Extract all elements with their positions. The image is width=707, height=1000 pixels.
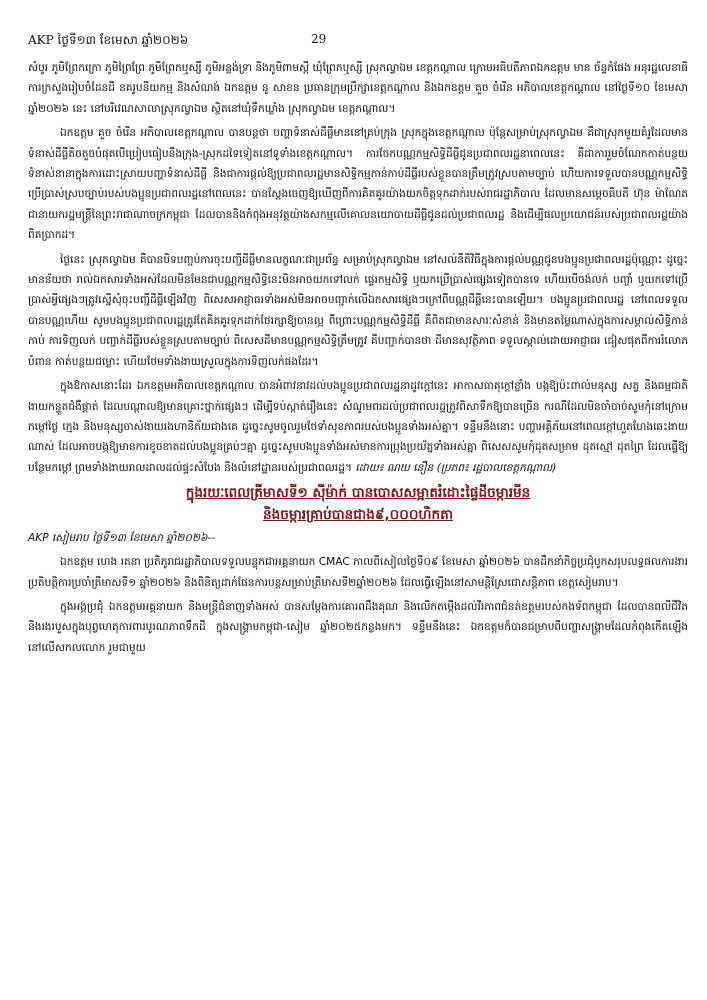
article2-dateline: AKP សៀមរាប ថ្ងៃទី១៣ ខែមេសា ឆ្នាំ២០២៦-- <box>28 532 216 545</box>
article1-paragraph-4-text: ក្នុងឱកាសនោះដែរ ឯកឧត្តមអភិបាលខេត្តកណ្ដាល បានអំពាវនាវដល់បងប្អូនប្រជាពលរដ្ឋនាដូវក្ដៅនេះ អាកាសធាតុក្ដៅខ្លាំង បង្កឱ្យប៉ះពាល់មនុស្ស សត្វ និងធម្មជាតិងាយកន្ទួតជំងឺផ្ដាត់ ដែលបណ្ដាលឱ្យមានគ្រោះថ្នាក់ផ្សេងៗ ដើម្បីទប់ស្កាត់រឿងនេះ សំណូមពរដល់ប្រជាពលរដ្ឋត្រូវពិសាទឹកឱ្យបានច្រើន ករណីដែលមិនចាំបាច់សូមកុំនៅក្រោមកម្ដៅថ្ងៃ ក្មេង និងមនុស្សចាស់ងាយរងហានិភ័យជាងគេ ដូច្នេះសូមចូលរួមថែទាំសុខភាពរបស់បងប្អូនទាំងអស់គ្នា។ ទន្ទឹមនឹងនោះ បញ្ហាអគ្គិភ័យនៅពេលក្ដៅហួតហែងឆេះងាយណាស់ ដែលអាចបង្កឱ្យមានការខូចខាតដល់បងប្អូនគ្រប់ៗគ្នា ដូច្នេះសូមបងប្អូនទាំងអស់មានការប្រុងប្រយ័ត្នទាំងអស់គ្នា ពិសេសសូមកុំដុតសម្រាម ដុតស្មៅ ដុតព្រៃ ដែលធ្វើឱ្យបន្ថែមកម្ដៅ ព្រមទាំងងាយរាលដាលដល់ផ្ទះសំបែង និងលំនៅដ្ឋានរបស់ប្រជាពលរដ្ឋ។ <box>28 380 688 474</box>
article2-headline <box>28 482 688 526</box>
article1-paragraph-2: ឯកឧត្តម គួច ចំរើន អភិបាលខេត្តកណ្ដាល បានបន្តថា បញ្ហាទំនាស់ដីធ្លីមាននៅគ្រប់ក្រុង ស្រុកក្នុងខេត្តកណ្ដាល ប៉ុន្តែសម្រាប់ស្រុកល្វាឯម គឺជាស្រុកមួយគំរូដែលមានទំនាស់ដីធ្លីតិចតួចបំផុតបើប្រៀបធៀបនឹងក្រុង-ស្រុកដទៃទៀតនៅទូទាំងខេត្តកណ្ដាល។ ការចែកបណ្ណកម្មសិទ្ធិដីធ្លីជូនប្រជាពលរដ្ឋនាពេលនេះ គឺជាការរួមចំណែកកាត់បន្ថយទំនាស់នានាក្នុងការដោះស្រាយបញ្ហាទំនាស់ដីធ្លី និងជាការផ្តល់ឱ្យប្រជាពលរដ្ឋមានសិទ្ធិកម្មកាន់កាប់ដីធ្លីរបស់ខ្លួនបានត្រឹមត្រូវស្របតាមច្បាប់ ហើយការទទួលបានបណ្ណកម្មសិទ្ធិប្រើប្រាស់ស្របច្បាប់របស់បងប្អូនប្រជាពលរដ្ឋនៅពេលនេះ បានស្ដែងចេញឱ្យឃើញពីការគិតគូរយ៉ាងយកចិត្តទុកដាក់របស់រាជរដ្ឋាភិបាល ដែលមានសម្ដេចធិបតី ហ៊ុន ម៉ាណែត ជានាយករដ្ឋមន្ត្រីនៃព្រះរាជាណាចក្រកម្ពុជា ដែលបាននិងកំពុងអនុវត្តយ៉ាងសកម្មលើគោលនយោបាយដីធ្លីជូនដល់ប្រជាពលរដ្ឋ និងដើម្បីផលប្រយោជន៍របស់ប្រជាពលរដ្ឋយ៉ាងពិតប្រាកដ។ <box>28 127 688 242</box>
article2-paragraph-2: ក្នុងអង្គប្រជុំ ឯកឧត្តមអគ្គនាយក និងមន្ត្រីជំនាញទាំងអស់ បានសម្ដែងការគោរពដឹងគុណ និងលើកតម្កើងដល់វីរភាពជំនត់ឧត្តមរបស់កងទ័ពកម្ពុជា ដែលបានពលីជីវិត និងរងរបួសក្នុងបុព្វហេតុការពារបូរណភាពទឹកដី ក្នុងសង្គ្រាមកម្ពុជា-សៀម ឆ្នាំ២០២៥កន្លងមក។ ទន្ទឹមនឹងនេះ ឯកឧត្តមក៏បានជម្រាបពីបញ្ហាសង្គ្រាមដែលកំពុងកើតឡើងនៅលើសកលលោក រួមជាមួយ <box>28 600 688 654</box>
article2-paragraph-1: ឯកឧត្តម ហេង រតនា ប្រតិភូរាជរដ្ឋាភិបាលទទួលបន្ទុកជាអគ្គនាយក CMAC កាលពីសៀលថ្ងៃទី០៩ ខែមេសា ឆ្នាំ២០២៦ បានដឹកនាំកិច្ចប្រជុំបូកសរុបលទ្ធផលការងារប្រតិបត្តិការប្រចាំត្រីមាសទី១ ឆ្នាំ២០២៦ និងពិនិត្យដាក់ផែនការបន្តសម្រាប់ត្រីមាសទី២ឆ្នាំ២០២៦ ដែលធ្វើឡើងនៅសាមន្តិស្រែជោសន្តិភាព ខេត្តសៀមរាប។ <box>28 556 688 589</box>
article1-paragraph-3: ថ្ងៃនេះ ស្រុកល្វាឯម គឺបានបិទបញ្ចប់ការចុះបញ្ជីដីធ្លីមានលក្ខណៈជាប្រព័ន្ធ សម្រាប់ស្រុកល្វាឯម នៅសល់នីតិវិធីក្នុងការផ្តល់បណ្ណជូនបងប្អូនប្រជាពលរដ្ឋប៉ុណ្ណោះ ដូច្នេះមានន័យថា រាល់ឯកសារទាំងអស់ដែលមិនមែនជាបណ្ណកម្មសិទ្ធិនេះមិនអាចយកទៅលក់ ផ្ទេរកម្មសិទ្ធិ ឬយកប្រើប្រាស់ផ្សេងទៀតបានទេ ហើយបើចង់លក់ បញ្ចាំ ឬយកទៅប្រើប្រាស់អ្វីផ្សេងៗត្រូវស្នើសុំចុះបញ្ជីដីធ្លីឡើងវិញ ពិសេសអាជ្ញាធរទាំងអស់មិនអាចបញ្ជាក់លើឯកសារផ្សេងៗក្រៅពីបណ្ណដីធ្លីនេះបានឡើយ។ បងប្អូនប្រជាពលរដ្ឋ នៅពេលទទួលបានបណ្ណហើយ សូមបងប្អូនប្រជាពលរដ្ឋត្រូវតែគិតគូរទុកដាក់ថែរក្សាឱ្យបានល្អ ពីព្រោះបណ្ណកម្មសិទ្ធិដីធ្លី គឺពិតជាមានសារៈសំខាន់ និងមានតម្លៃណាស់ក្នុងការសម្គាល់សិទ្ធិកាន់កាប់ ការទិញលក់ បញ្ជាក់ដីធ្លីរបស់ខ្លួនស្របតាមច្បាប់ ពិសេសដីមានបណ្ណកម្មសិទ្ធិត្រឹមត្រូវ គឺបញ្ជាក់បានថា ដីមានសុវត្ថិភាព ទទួលស្គាល់ដោយអាជ្ញាធរ ជៀសផុតពីការរំលោភបំពាន កាត់បន្ថយជម្លោះ ហើយថែមទាំងងាយស្រួលក្នុងការទិញលក់ផងដែរ។ <box>28 253 688 368</box>
header-dateline: AKP ថ្ងៃទី១៣ ខែមេសា ឆ្នាំ២០២៦ <box>28 33 189 47</box>
page-header <box>28 32 688 52</box>
article2-headline-line-1: ក្នុងរយៈពេលត្រីមាសទី១ ស៊ីម៉ាក់ បានបោសសម្អាតរំដោះផ្ទៃដីចម្ការមីន <box>185 485 531 502</box>
article1-paragraph-4 <box>28 376 688 478</box>
page-number: 29 <box>311 32 327 46</box>
article1-credit: ដោយ៖ ណយ នឿន (ប្រភព៖ រដ្ឋបាលខេត្តកណ្ដាល) <box>355 461 557 474</box>
document-body <box>28 58 688 662</box>
article2-headline-line-2: និងចម្ការគ្រាប់បានជាង៩,០០០ហិកតា <box>262 507 454 524</box>
article1-paragraph-1: សំបូរ ភូមិព្រែកក្រោ ភូមិព្រៃព្រែ ភូមិព្រែកឬស្សី ភូមិអន្លង់ទ្រា និងភូមិពាមស្តី ឃុំព្រែកឬស្សី ស្រុកល្វាឯម ខេត្តកណ្ដាល ក្រោមអធិបតីភាពឯកឧត្តម មាន ច័ន្ទកំផែង អនុរដ្ឋលេខាធិការក្រសួងរៀបចំដែនដី នគរូបនីយកម្ម និងសំណង់ ឯកឧត្តម នូ សាខន ប្រធានក្រុមប្រឹក្សាខេត្តកណ្ដាល និងឯកឧត្តម គួច ចំរើន អភិបាលខេត្តកណ្ដាល នៅថ្ងៃទី១០ ខែមេសា ឆ្នាំ២០២៦ នេះ នៅបរិវេណសាលាស្រុកល្វាឯម ស្ថិតនៅឃុំទឹកឃ្លាំង ស្រុកល្វាឯម ខេត្តកណ្ដាល។ <box>28 62 688 115</box>
